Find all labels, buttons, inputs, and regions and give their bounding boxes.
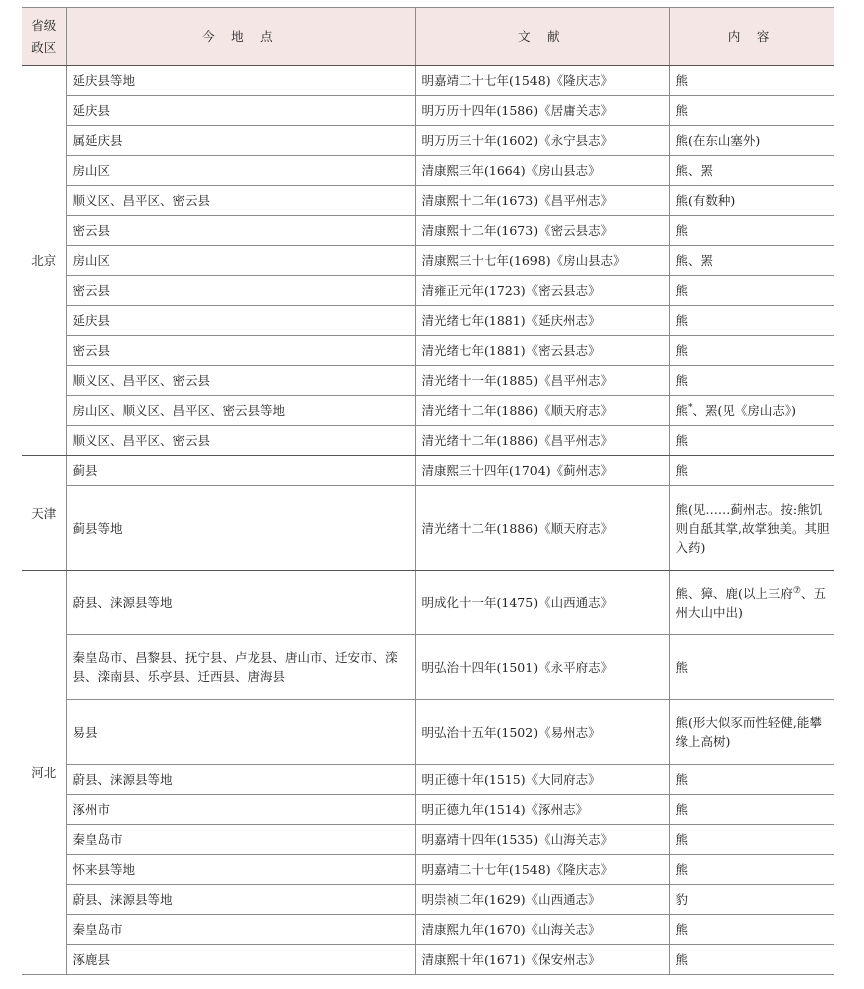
- content-cell: 豹: [669, 885, 834, 915]
- table-header: [22, 8, 834, 66]
- table-row: [22, 765, 834, 795]
- header-province-label: 省级 政区: [31, 17, 57, 55]
- table-row: [22, 855, 834, 885]
- province-cell: 天津: [22, 456, 66, 571]
- place-cell: 怀来县等地: [66, 855, 415, 885]
- content-cell: 熊: [669, 306, 834, 336]
- place-cell: 密云县: [66, 336, 415, 366]
- document-cell: 明嘉靖二十七年(1548)《隆庆志》: [415, 66, 669, 96]
- table-row: [22, 885, 834, 915]
- place-cell: 蔚县、涞源县等地: [66, 765, 415, 795]
- header-place: 今 地 点: [66, 8, 415, 66]
- footnote-marker: *: [688, 402, 693, 413]
- place-cell: 顺义区、昌平区、密云县: [66, 186, 415, 216]
- place-cell: 涿鹿县: [66, 945, 415, 975]
- table-row: [22, 336, 834, 366]
- footnote-marker: ⑦: [792, 585, 801, 596]
- place-cell: 密云县: [66, 276, 415, 306]
- content-cell: [669, 396, 834, 426]
- province-cell: 河北: [22, 571, 66, 975]
- document-cell: 明嘉靖二十七年(1548)《隆庆志》: [415, 855, 669, 885]
- table-row: [22, 700, 834, 765]
- document-cell: 清光绪七年(1881)《延庆州志》: [415, 306, 669, 336]
- header-province: [22, 8, 66, 66]
- content-cell: 熊: [669, 915, 834, 945]
- content-cell: 熊: [669, 825, 834, 855]
- document-cell: 明成化十一年(1475)《山西通志》: [415, 571, 669, 635]
- table-row: [22, 156, 834, 186]
- table-row: [22, 945, 834, 975]
- content-cell: 熊: [669, 426, 834, 456]
- document-cell: 明弘治十四年(1501)《永平府志》: [415, 635, 669, 700]
- place-cell: 秦皇岛市: [66, 915, 415, 945]
- document-cell: 清光绪十二年(1886)《顺天府志》: [415, 486, 669, 571]
- document-cell: 清康熙十二年(1673)《昌平州志》: [415, 186, 669, 216]
- table-row: [22, 456, 834, 486]
- content-cell: 熊: [669, 96, 834, 126]
- table-row: [22, 825, 834, 855]
- document-cell: 清康熙十年(1671)《保安州志》: [415, 945, 669, 975]
- place-cell: 易县: [66, 700, 415, 765]
- document-cell: 明万历三十年(1602)《永宁县志》: [415, 126, 669, 156]
- content-cell: [669, 571, 834, 635]
- content-cell: 熊(见……蓟州志。按:熊饥则自舐其掌,故掌独美。其胆入药): [669, 486, 834, 571]
- place-cell: 房山区: [66, 156, 415, 186]
- document-cell: 清光绪十一年(1885)《昌平州志》: [415, 366, 669, 396]
- document-cell: 明正德九年(1514)《涿州志》: [415, 795, 669, 825]
- document-cell: 清康熙三十四年(1704)《蓟州志》: [415, 456, 669, 486]
- content-cell: 熊: [669, 795, 834, 825]
- place-cell: 密云县: [66, 216, 415, 246]
- table-row: [22, 486, 834, 571]
- records-table: [22, 7, 834, 975]
- content-cell: 熊、罴: [669, 246, 834, 276]
- content-cell: 熊: [669, 765, 834, 795]
- table-row: [22, 246, 834, 276]
- document-cell: 清光绪十二年(1886)《顺天府志》: [415, 396, 669, 426]
- place-cell: 延庆县等地: [66, 66, 415, 96]
- content-cell: 熊: [669, 276, 834, 306]
- place-cell: 房山区: [66, 246, 415, 276]
- content-cell: 熊: [669, 945, 834, 975]
- content-cell: 熊(在东山塞外): [669, 126, 834, 156]
- document-cell: 明嘉靖十四年(1535)《山海关志》: [415, 825, 669, 855]
- place-cell: 蔚县、涞源县等地: [66, 885, 415, 915]
- content-cell: 熊(有数种): [669, 186, 834, 216]
- document-cell: 明崇祯二年(1629)《山西通志》: [415, 885, 669, 915]
- place-cell: 延庆县: [66, 96, 415, 126]
- content-cell: 熊: [669, 366, 834, 396]
- place-cell: 顺义区、昌平区、密云县: [66, 366, 415, 396]
- content-text: 熊: [675, 403, 689, 418]
- table-row: [22, 915, 834, 945]
- header-document: 文 献: [415, 8, 669, 66]
- place-cell: 涿州市: [66, 795, 415, 825]
- place-cell: 蓟县等地: [66, 486, 415, 571]
- document-cell: 清光绪七年(1881)《密云县志》: [415, 336, 669, 366]
- place-cell: 属延庆县: [66, 126, 415, 156]
- place-cell: 秦皇岛市: [66, 825, 415, 855]
- table-row: [22, 396, 834, 426]
- table-row: [22, 186, 834, 216]
- content-cell: 熊: [669, 66, 834, 96]
- table-row: [22, 216, 834, 246]
- table-row: [22, 366, 834, 396]
- content-cell: 熊(形大似豕而性轻健,能攀缘上高树): [669, 700, 834, 765]
- table-body: [22, 66, 834, 975]
- table-row: [22, 571, 834, 635]
- place-cell: 延庆县: [66, 306, 415, 336]
- table-row: [22, 96, 834, 126]
- province-cell: 北京: [22, 66, 66, 456]
- content-text: 熊、獐、鹿(以上三府: [675, 585, 793, 601]
- content-cell: 熊: [669, 456, 834, 486]
- document-cell: 明弘治十五年(1502)《易州志》: [415, 700, 669, 765]
- table-row: [22, 66, 834, 96]
- content-text-rest: 、罴(见《房山志》): [692, 403, 797, 418]
- content-cell: 熊、罴: [669, 156, 834, 186]
- table-row: [22, 306, 834, 336]
- document-cell: 清雍正元年(1723)《密云县志》: [415, 276, 669, 306]
- content-cell: 熊: [669, 855, 834, 885]
- place-cell: 蔚县、涞源县等地: [66, 571, 415, 635]
- document-cell: 清康熙三十七年(1698)《房山县志》: [415, 246, 669, 276]
- content-cell: 熊: [669, 635, 834, 700]
- document-cell: 清康熙十二年(1673)《密云县志》: [415, 216, 669, 246]
- table-row: [22, 795, 834, 825]
- content-cell: 熊: [669, 216, 834, 246]
- header-content: 内 容: [669, 8, 834, 66]
- place-cell: 房山区、顺义区、昌平区、密云县等地: [66, 396, 415, 426]
- table-row: [22, 426, 834, 456]
- place-cell: 顺义区、昌平区、密云县: [66, 426, 415, 456]
- document-cell: 明万历十四年(1586)《居庸关志》: [415, 96, 669, 126]
- document-cell: 明正德十年(1515)《大同府志》: [415, 765, 669, 795]
- table-row: [22, 276, 834, 306]
- table-row: [22, 126, 834, 156]
- place-cell: 蓟县: [66, 456, 415, 486]
- document-cell: 清康熙三年(1664)《房山县志》: [415, 156, 669, 186]
- document-cell: 清光绪十二年(1886)《昌平州志》: [415, 426, 669, 456]
- document-cell: 清康熙九年(1670)《山海关志》: [415, 915, 669, 945]
- content-cell: 熊: [669, 336, 834, 366]
- place-cell: 秦皇岛市、昌黎县、抚宁县、卢龙县、唐山市、迁安市、滦县、滦南县、乐亭县、迁西县、唐海县: [66, 635, 415, 700]
- content-text-rest: 、五州大山中出): [675, 585, 826, 620]
- table-row: [22, 635, 834, 700]
